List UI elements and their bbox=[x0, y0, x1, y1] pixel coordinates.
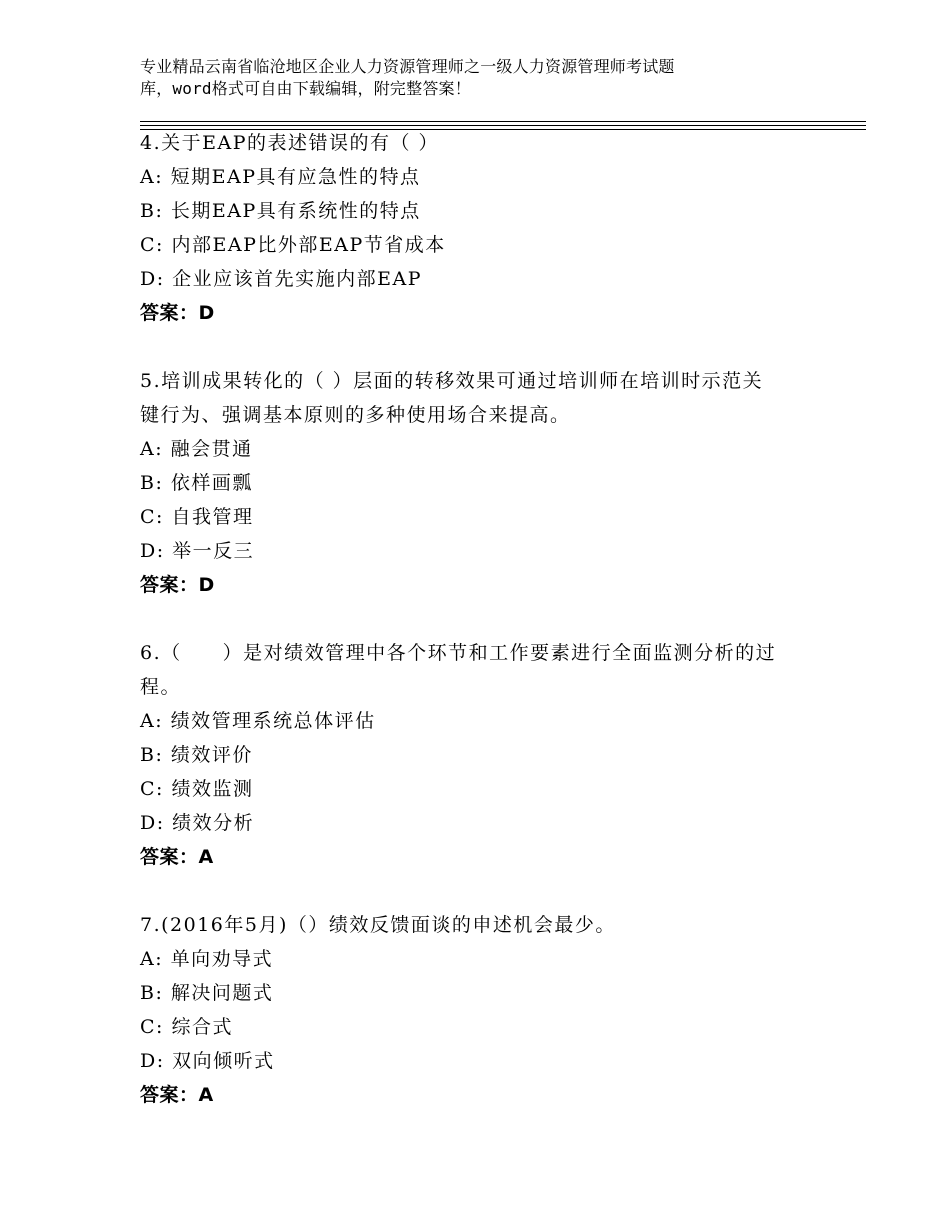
question-stem-line: 5.培训成果转化的（ ）层面的转移效果可通过培训师在培训时示范关 bbox=[140, 370, 764, 392]
option-b: B: 绩效评价 bbox=[140, 744, 253, 766]
option-a: A: 单向劝导式 bbox=[140, 948, 274, 970]
option-a: A: 融会贯通 bbox=[140, 438, 253, 460]
option-c: C: 自我管理 bbox=[140, 506, 254, 528]
option-c: C: 综合式 bbox=[140, 1016, 233, 1038]
header-line-2: 库，word格式可自由下载编辑，附完整答案！ bbox=[140, 79, 471, 98]
option-d: D: 企业应该首先实施内部EAP bbox=[140, 268, 423, 290]
option-c: C: 内部EAP比外部EAP节省成本 bbox=[140, 234, 446, 256]
question-stem-line: 7.(2016年5月)（）绩效反馈面谈的申述机会最少。 bbox=[140, 914, 616, 936]
question-list bbox=[140, 126, 820, 1146]
option-a: A: 短期EAP具有应急性的特点 bbox=[140, 166, 421, 188]
option-c: C: 绩效监测 bbox=[140, 778, 254, 800]
question-stem-line: 6.（ ）是对绩效管理中各个环节和工作要素进行全面监测分析的过 bbox=[140, 642, 777, 664]
question-4 bbox=[140, 126, 820, 330]
question-5 bbox=[140, 364, 820, 602]
answer-label: 答案：D bbox=[140, 574, 215, 596]
question-7 bbox=[140, 908, 820, 1112]
option-d: D: 绩效分析 bbox=[140, 812, 255, 834]
question-6 bbox=[140, 636, 820, 874]
question-stem-line: 程。 bbox=[140, 676, 182, 698]
option-d: D: 举一反三 bbox=[140, 540, 255, 562]
answer-label: 答案：A bbox=[140, 846, 214, 868]
question-stem-line: 4.关于EAP的表述错误的有（ ） bbox=[140, 132, 440, 154]
option-b: B: 长期EAP具有系统性的特点 bbox=[140, 200, 421, 222]
document-header bbox=[140, 56, 860, 100]
option-b: B: 解决问题式 bbox=[140, 982, 274, 1004]
option-a: A: 绩效管理系统总体评估 bbox=[140, 710, 376, 732]
answer-label: 答案：D bbox=[140, 302, 215, 324]
header-divider-top bbox=[140, 121, 866, 122]
option-d: D: 双向倾听式 bbox=[140, 1050, 275, 1072]
question-stem-line: 键行为、强调基本原则的多种使用场合来提高。 bbox=[140, 404, 571, 426]
answer-label: 答案：A bbox=[140, 1084, 214, 1106]
header-line-1: 专业精品云南省临沧地区企业人力资源管理师之一级人力资源管理师考试题 bbox=[140, 57, 675, 76]
option-b: B: 依样画瓢 bbox=[140, 472, 253, 494]
